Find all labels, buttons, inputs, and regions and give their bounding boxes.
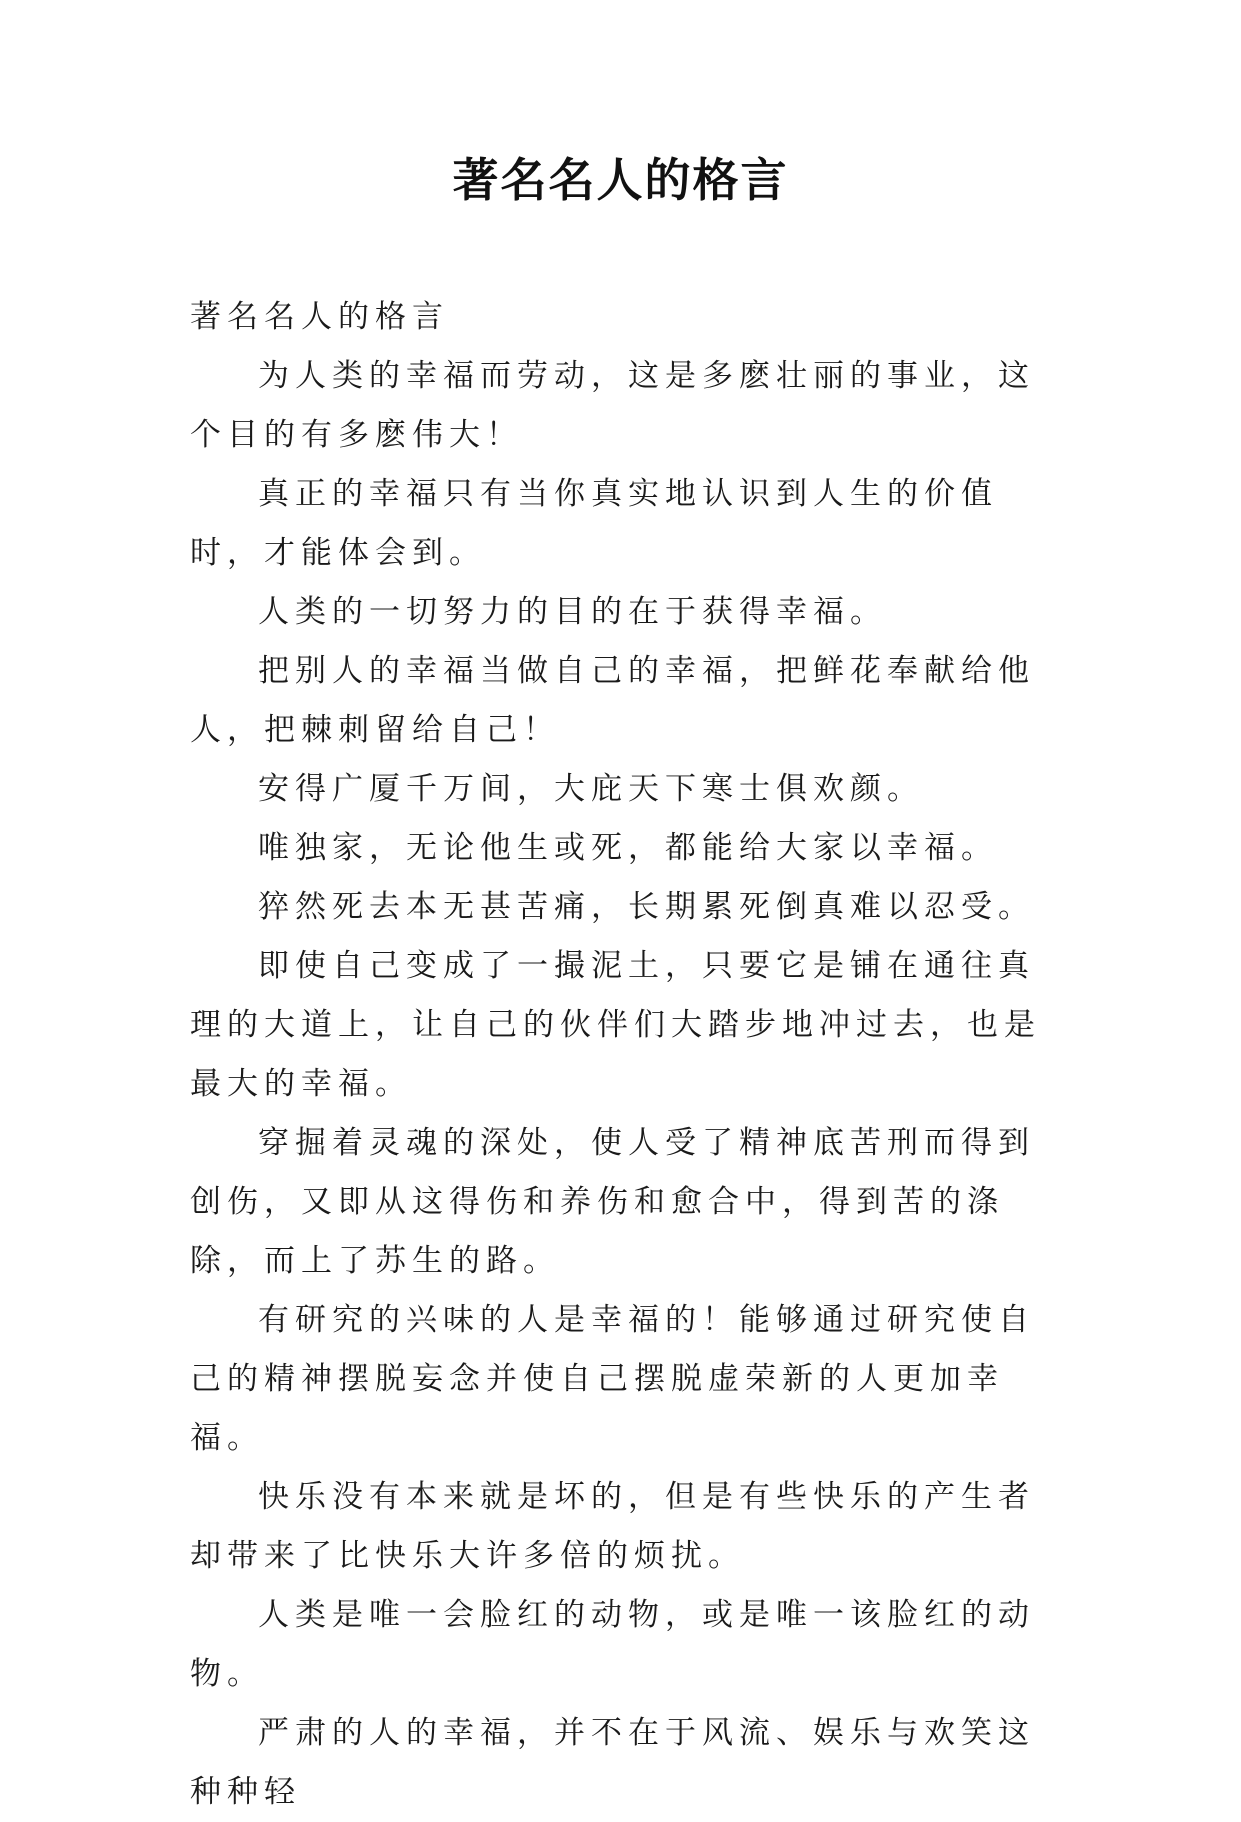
paragraph-7: 猝然死去本无甚苦痛，长期累死倒真难以忍受。: [258, 889, 1035, 925]
paragraph-3: 人类的一切努力的目的在于获得幸福。: [258, 594, 887, 630]
paragraph-6: 唯独家，无论他生或死，都能给大家以幸福。: [258, 830, 998, 866]
paragraph-2: 真正的幸福只有当你真实地认识到人生的价值时，才能体会到。: [190, 476, 998, 571]
paragraph-11: 快乐没有本来就是坏的，但是有些快乐的产生者却带来了比快乐大许多倍的烦扰。: [190, 1479, 1035, 1574]
document-subheading: 著名名人的格言: [190, 299, 449, 335]
paragraph-8: 即使自己变成了一撮泥土，只要它是铺在通往真理的大道上，让自己的伙伴们大踏步地冲过去，也是最大的幸福。: [190, 948, 1041, 1102]
paragraph-5: 安得广厦千万间，大庇天下寒士俱欢颜。: [258, 771, 924, 807]
paragraph-4: 把别人的幸福当做自己的幸福，把鲜花奉献给他人，把棘刺留给自己！: [190, 653, 1035, 748]
paragraph-9: 穿掘着灵魂的深处，使人受了精神底苦刑而得到创伤，又即从这得伤和养伤和愈合中，得到苦的涤除，而上了苏生的路。: [190, 1125, 1035, 1279]
document-body: [190, 288, 1058, 1822]
page-title: 著名名人的格言: [452, 153, 789, 207]
paragraph-13: 严肃的人的幸福，并不在于风流、娱乐与欢笑这种种轻: [190, 1715, 1035, 1810]
paragraph-12: 人类是唯一会脸红的动物，或是唯一该脸红的动物。: [190, 1597, 1035, 1692]
paragraph-1: 为人类的幸福而劳动，这是多麽壮丽的事业，这个目的有多麽伟大！: [190, 358, 1035, 453]
paragraph-10: 有研究的兴味的人是幸福的！能够通过研究使自己的精神摆脱妄念并使自己摆脱虚荣新的人更加幸福。: [190, 1302, 1035, 1456]
